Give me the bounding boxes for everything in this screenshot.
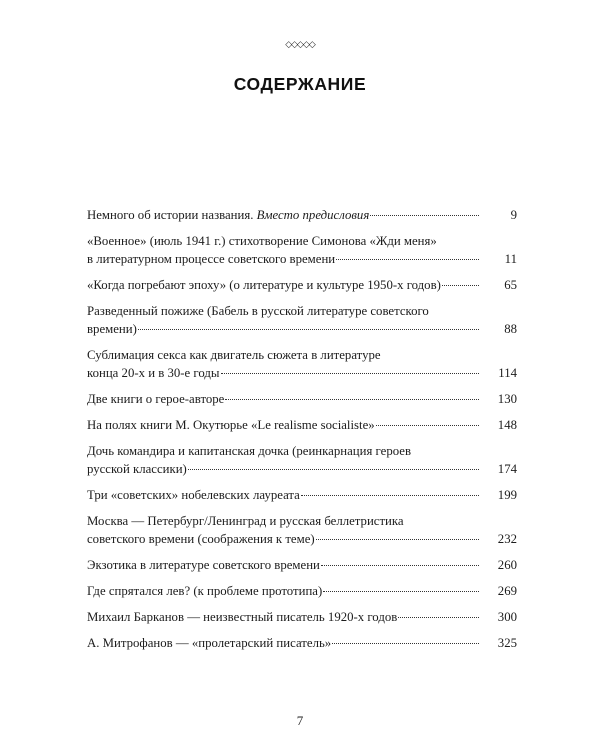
toc-entry-title-cont: времени) <box>87 322 137 336</box>
toc-page-number: 65 <box>504 278 517 292</box>
toc-page-number: 325 <box>497 636 517 650</box>
dot-leader <box>321 565 479 566</box>
toc-entry-title: На полях книги М. Окутюрье «Le realisme socialiste» <box>87 418 375 432</box>
toc-entry[interactable] <box>87 442 517 478</box>
toc-page-number: 9 <box>510 208 517 222</box>
toc-entry-title: Михаил Барканов — неизвестный писатель 1920-х годов <box>87 610 398 624</box>
dot-leader <box>376 425 479 426</box>
toc-entry-title: Дочь командира и капитанская дочка (реинкарнация героев <box>87 444 411 458</box>
toc-entry[interactable] <box>87 416 517 434</box>
dot-leader <box>188 469 479 470</box>
toc-entry[interactable] <box>87 390 517 408</box>
toc-entry-title: «Когда погребают эпоху» (о литературе и культуре 1950-х годов) <box>87 278 441 292</box>
toc-entry[interactable] <box>87 346 517 382</box>
dot-leader <box>442 285 479 286</box>
toc-entry-title: Экзотика в литературе советского времени <box>87 558 320 572</box>
toc-entry-title-cont: советского времени (соображения к теме) <box>87 532 315 546</box>
page-number: 7 <box>296 713 304 728</box>
toc-entry-title: Сублимация секса как двигатель сюжета в литературе <box>87 348 381 362</box>
dot-leader <box>301 495 479 496</box>
dot-leader <box>221 373 480 374</box>
toc-entry-title: Разведенный пожиже (Бабель в русской литературе советского <box>87 304 429 318</box>
toc-entry[interactable] <box>87 556 517 574</box>
toc-entry[interactable] <box>87 206 517 224</box>
toc-entry[interactable] <box>87 512 517 548</box>
toc-entry[interactable] <box>87 608 517 626</box>
toc-entry-title: Три «советских» нобелевских лауреата <box>87 488 300 502</box>
toc-entry-title: Где спрятался лев? (к проблеме прототипа) <box>87 584 323 598</box>
toc-entry[interactable] <box>87 634 517 652</box>
toc-page-number: 130 <box>497 392 517 406</box>
toc-entry[interactable] <box>87 276 517 294</box>
ornament-divider-icon: ◇◇◇◇◇ <box>285 40 315 50</box>
toc-entry-title: Две книги о герое-авторе <box>87 392 225 406</box>
toc-entry-title: Москва — Петербург/Ленинград и русская беллетристика <box>87 514 404 528</box>
dot-leader <box>398 617 479 618</box>
toc-entry-title-cont: в литературном процессе советского времени <box>87 252 336 266</box>
dot-leader <box>225 399 479 400</box>
toc-page-number: 260 <box>497 558 517 572</box>
toc-page-number: 88 <box>504 322 517 336</box>
toc-entry-title: А. Митрофанов — «пролетарский писатель» <box>87 636 332 650</box>
toc-page-number: 174 <box>497 462 517 476</box>
dot-leader <box>138 329 479 330</box>
page-title: СОДЕРЖАНИЕ <box>233 74 367 94</box>
toc-entry-title: Немного об истории названия. <box>87 208 257 222</box>
toc-entry-italic: Вместо предисловия <box>256 208 370 222</box>
toc-entry[interactable] <box>87 232 517 268</box>
toc-entry-title-cont: русской классики) <box>87 462 187 476</box>
table-of-contents <box>87 206 517 660</box>
toc-entry[interactable] <box>87 486 517 504</box>
toc-entry-title-cont: конца 20-х и в 30-е годы <box>87 366 220 380</box>
toc-page-number: 269 <box>497 584 517 598</box>
toc-page-number: 232 <box>497 532 517 546</box>
dot-leader <box>323 591 479 592</box>
dot-leader <box>370 215 479 216</box>
toc-page-number: 148 <box>497 418 517 432</box>
toc-page-number: 300 <box>497 610 517 624</box>
dot-leader <box>336 259 479 260</box>
toc-page-number: 199 <box>497 488 517 502</box>
toc-page-number: 11 <box>504 252 517 266</box>
toc-entry[interactable] <box>87 302 517 338</box>
toc-page-number: 114 <box>498 366 517 380</box>
toc-entry-title: «Военное» (июль 1941 г.) стихотворение Симонова «Жди меня» <box>87 234 437 248</box>
dot-leader <box>316 539 479 540</box>
toc-entry[interactable] <box>87 582 517 600</box>
dot-leader <box>332 643 479 644</box>
